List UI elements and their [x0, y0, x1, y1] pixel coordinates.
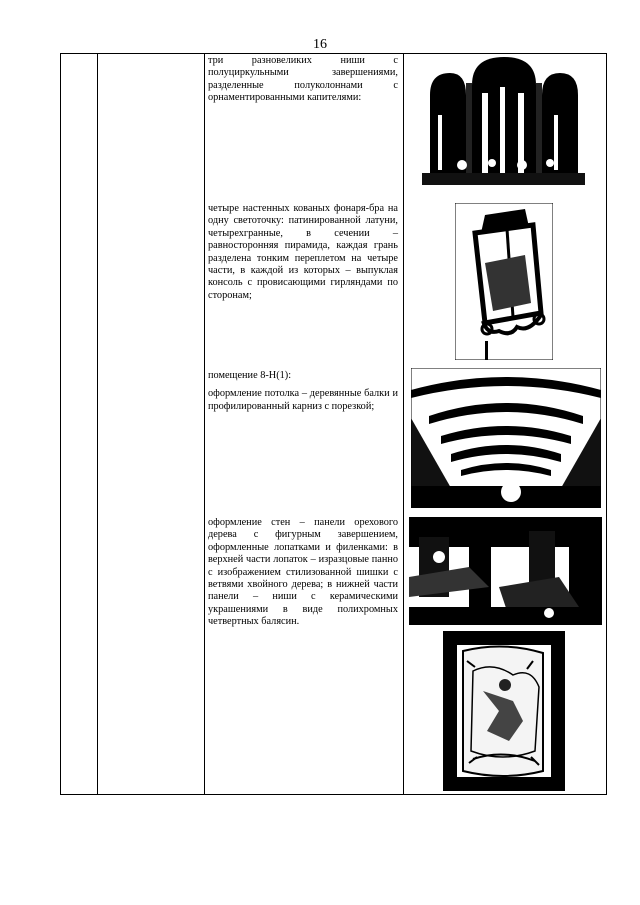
column-divider: [97, 54, 98, 794]
niches-photo: [422, 55, 585, 185]
description-walls: [208, 517, 398, 629]
ceramic-panel-photo: [443, 631, 565, 791]
walls-text: оформление стен – панели орехового дерева с фигурным завершением, оформленные лопатками и филенками: в верхней части лопаток – изразцовые панно с изображением стилизованной шишки с ветвями хвойного дерева; в нижней части панели – ниши с керамическими украшениями в виде полихромных четвертных балясин.: [208, 517, 398, 628]
page-number: 16: [313, 37, 327, 52]
lantern-photo: [455, 203, 553, 360]
ceiling-text: оформление потолка – деревянные балки и профилированный карниз с порезкой;: [208, 388, 398, 412]
description-room: [208, 370, 398, 413]
ceiling-photo: [411, 368, 601, 508]
column-divider: [403, 54, 404, 794]
niches-text: три разновеликих ниши с полуциркульными завершениями, разделенные полуколоннами с орнаментированными капителями:: [208, 55, 398, 104]
description-niches: [208, 55, 398, 105]
room-heading: помещение 8-Н(1):: [208, 370, 292, 381]
description-lanterns: [208, 203, 398, 302]
column-divider: [204, 54, 205, 794]
walls-photo: [409, 517, 602, 625]
lanterns-text: четыре настенных кованых фонаря-бра на одну светоточку: патинированной латуни, четырехгранные, в сечении – равносторонняя пирамида, каждая грань разделена тонким переплетом на четыре части, в каждой из которых – выпуклая консоль с провисающими гирляндами по сторонам;: [208, 203, 398, 301]
